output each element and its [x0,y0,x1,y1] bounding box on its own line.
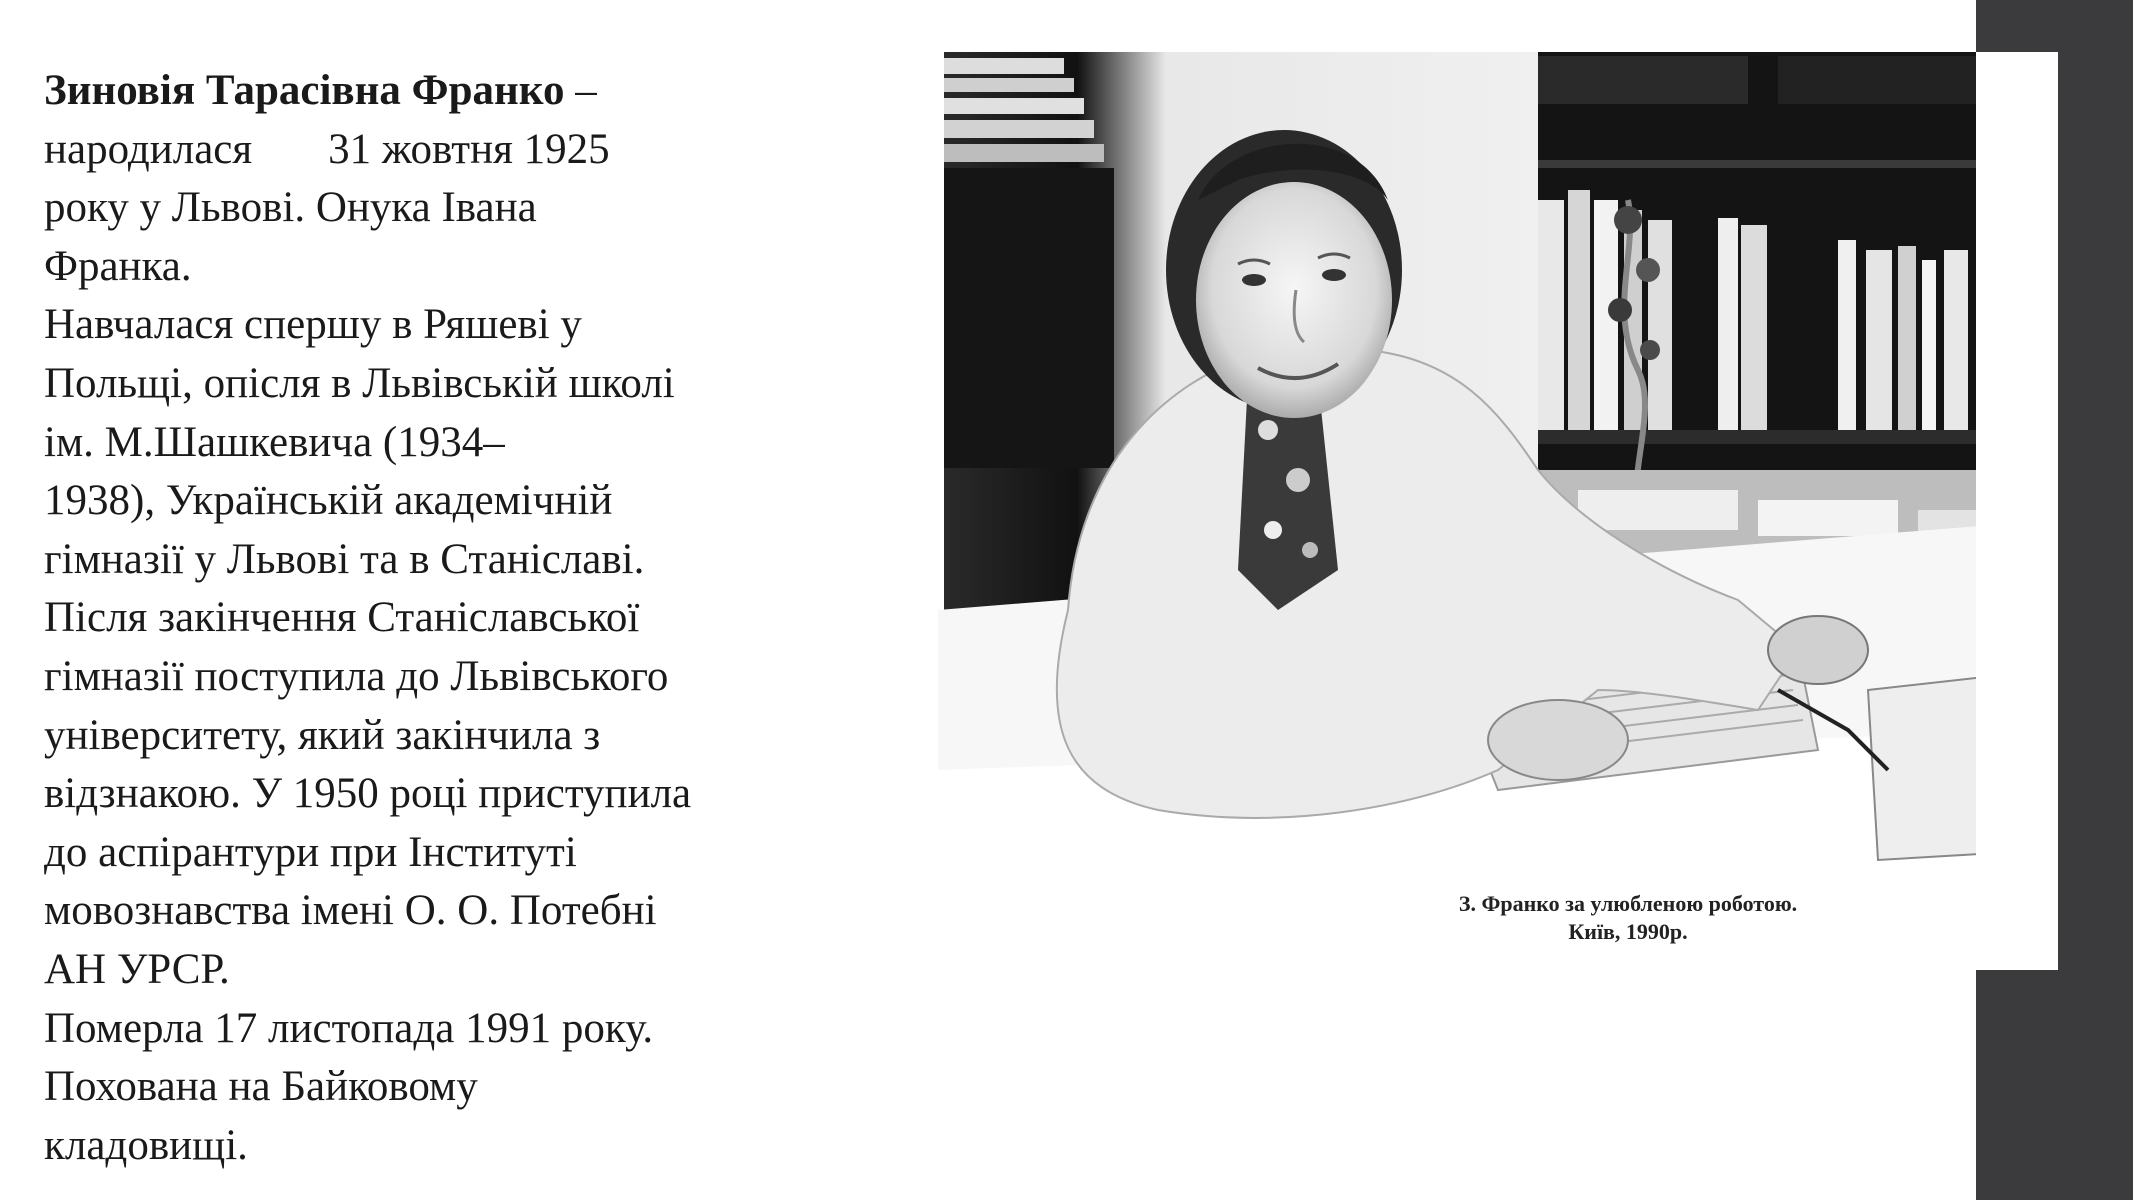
bio-line: АН УРСР. [44,945,230,993]
caption-line-2: Київ, 1990р. [1568,919,1688,944]
bio-line: кладовищі. [44,1121,248,1169]
bio-line: Навчалася спершу в Ряшеві у [44,301,582,349]
person-name: Зиновія Тарасівна Франко [44,67,565,114]
bio-line: народилася [44,125,253,173]
bio-line: Похована на Байковому [44,1063,478,1111]
bio-line: 1938), Українській академічній [44,477,613,525]
name-dash: – [564,67,597,114]
bio-line: Франка. [44,242,192,290]
bio-line: до аспірантури при Інституті [44,828,577,876]
biography-text [44,62,884,1175]
bio-line: Після закінчення Станіславської [44,594,640,642]
bio-line: Померла 17 листопада 1991 року. [44,1004,654,1052]
photo-edge [1976,52,2058,970]
photo-illustration [938,50,2058,970]
bio-line: гімназії поступила до Львівського [44,652,669,700]
portrait-photo [938,50,2058,970]
bio-line: відзнакою. У 1950 році приступила [44,770,692,818]
bio-line: Польщі, опісля в Львівській школі [44,359,675,407]
bio-line: 31 жовтня 1925 [328,125,610,173]
bio-line: університету, який закінчила з [44,711,601,759]
photo-caption [938,890,2058,946]
caption-line-1: З. Франко за улюбленою роботою. [1458,891,1798,916]
bio-line: року у Львові. Онука Івана [44,184,537,232]
bio-line: гімназії у Львові та в Станіславі. [44,535,645,583]
bio-line: ім. М.Шашкевича (1934– [44,418,505,466]
bio-line: мовознавства імені О. О. Потебні [44,887,657,935]
